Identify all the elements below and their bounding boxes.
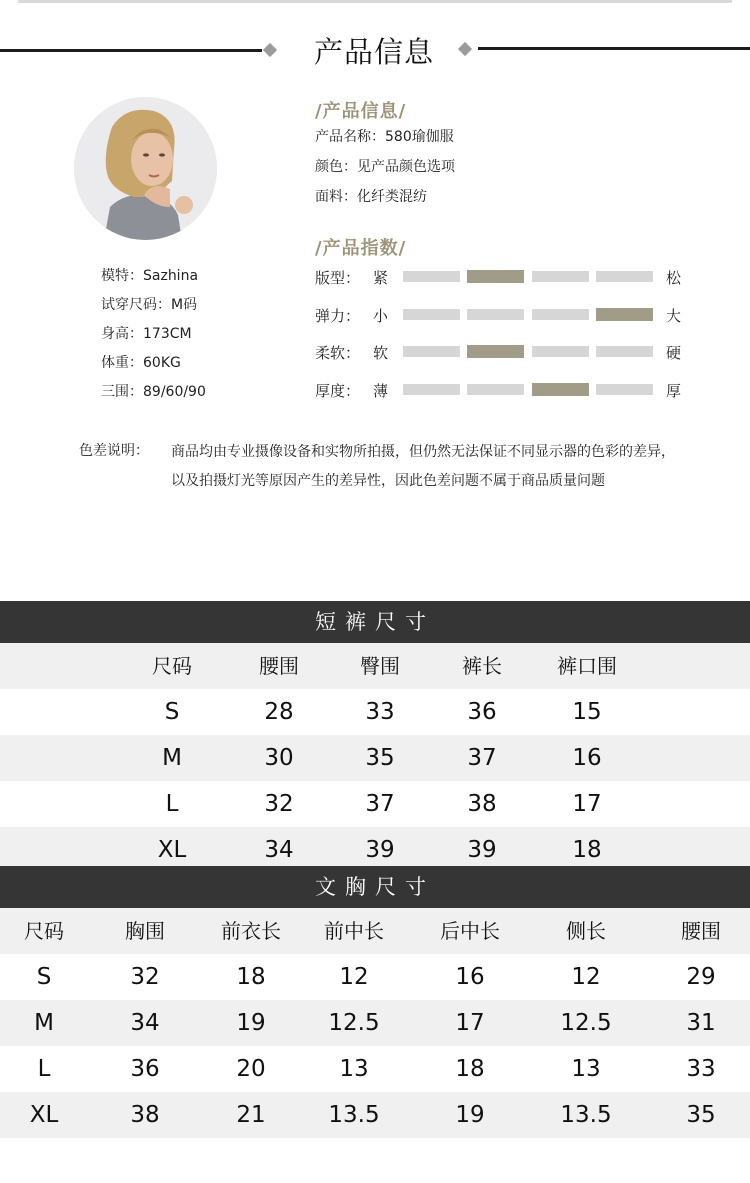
- table-header-cell: 前衣长: [221, 919, 281, 943]
- table-row: [0, 1000, 750, 1046]
- table-cell: 30: [264, 745, 294, 771]
- table-cell: 12: [571, 964, 601, 990]
- index-row: [315, 303, 695, 327]
- shorts-size-title: 短裤尺寸: [0, 601, 750, 643]
- table-cell: 13: [339, 1056, 369, 1082]
- index-level-segment: [532, 309, 589, 320]
- table-cell: 18: [455, 1056, 485, 1082]
- index-level-segment: [596, 271, 653, 282]
- index-max-label: 松: [666, 269, 682, 287]
- table-cell: 36: [467, 699, 497, 725]
- table-cell: M: [34, 1010, 54, 1036]
- table-row: [0, 735, 750, 781]
- product-info-subtitle: /产品信息/: [315, 101, 407, 122]
- table-cell: 12.5: [560, 1010, 612, 1036]
- table-header-cell: 裤口围: [557, 654, 617, 678]
- table-cell: 17: [572, 791, 602, 817]
- index-max-label: 厚: [666, 382, 682, 400]
- index-row: [315, 340, 695, 364]
- table-cell: 12.5: [328, 1010, 380, 1036]
- color-note-text: 商品均由专业摄像设备和实物所拍摄，但仍然无法保证不同显示器的色彩的差异，以及拍摄灯光等原因产生的差异性，因此色差问题不属于商品质量问题: [171, 444, 675, 489]
- table-cell: 18: [572, 837, 602, 863]
- table-cell: 34: [264, 837, 294, 863]
- table-cell: 34: [130, 1010, 160, 1036]
- table-header-row: [0, 908, 750, 954]
- table-row: [0, 954, 750, 1000]
- table-header-cell: 侧长: [566, 919, 606, 943]
- table-row: [0, 1092, 750, 1138]
- index-label: 版型：: [315, 269, 361, 287]
- heading-line-right: [478, 47, 750, 50]
- color-note-label: 色差说明：: [79, 443, 149, 459]
- table-header-row: [0, 643, 750, 689]
- table-header-cell: 尺码: [152, 654, 192, 678]
- index-row: [315, 265, 695, 289]
- index-level-segment: [532, 346, 589, 357]
- table-cell: 32: [264, 791, 294, 817]
- table-cell: S: [36, 964, 52, 990]
- index-level-segment: [403, 309, 460, 320]
- index-level-active: [532, 383, 589, 396]
- table-cell: 37: [467, 745, 497, 771]
- index-level-active: [596, 308, 653, 321]
- table-cell: 38: [130, 1102, 160, 1128]
- table-cell: 37: [365, 791, 395, 817]
- index-level-segment: [596, 384, 653, 395]
- heading-line-left: [0, 49, 262, 52]
- table-header-cell: 尺码: [24, 919, 64, 943]
- table-cell: 39: [467, 837, 497, 863]
- table-row: [0, 689, 750, 735]
- table-header-cell: 前中长: [324, 919, 384, 943]
- model-size: 试穿尺码：M码: [101, 297, 198, 313]
- table-header-cell: 腰围: [259, 654, 299, 678]
- table-cell: 28: [264, 699, 294, 725]
- product-index-subtitle: /产品指数/: [315, 238, 407, 259]
- table-cell: 17: [455, 1010, 485, 1036]
- table-cell: 20: [236, 1056, 266, 1082]
- model-measurements: 三围：89/60/90: [101, 384, 206, 400]
- table-cell: XL: [157, 837, 187, 863]
- table-cell: 16: [572, 745, 602, 771]
- table-cell: 32: [130, 964, 160, 990]
- index-max-label: 硬: [666, 344, 682, 362]
- model-height: 身高：173CM: [101, 326, 192, 342]
- table-header-cell: 腰围: [681, 919, 721, 943]
- table-cell: 38: [467, 791, 497, 817]
- top-divider: [18, 0, 732, 3]
- index-level-segment: [403, 346, 460, 357]
- table-cell: M: [162, 745, 182, 771]
- table-cell: 31: [686, 1010, 716, 1036]
- table-cell: 12: [339, 964, 369, 990]
- table-cell: 13.5: [560, 1102, 612, 1128]
- table-header-cell: 裤长: [462, 654, 502, 678]
- table-cell: 33: [686, 1056, 716, 1082]
- page-title: 产品信息: [313, 35, 434, 69]
- product-info: [315, 126, 455, 216]
- index-min-label: 软: [373, 344, 389, 362]
- index-level-segment: [596, 346, 653, 357]
- index-max-label: 大: [666, 307, 682, 325]
- index-level-active: [467, 345, 524, 358]
- index-min-label: 薄: [373, 382, 389, 400]
- index-row: [315, 378, 695, 402]
- table-cell: 21: [236, 1102, 266, 1128]
- table-row: [0, 1046, 750, 1092]
- index-level-segment: [532, 271, 589, 282]
- table-header-cell: 后中长: [440, 919, 500, 943]
- index-min-label: 小: [373, 307, 389, 325]
- model-name: 模特：Sazhina: [101, 268, 199, 284]
- table-header-cell: 臀围: [360, 654, 400, 678]
- table-cell: XL: [29, 1102, 59, 1128]
- model-info: [101, 265, 206, 410]
- table-cell: 15: [572, 699, 602, 725]
- table-cell: L: [37, 1056, 51, 1082]
- table-cell: 13: [571, 1056, 601, 1082]
- index-level-segment: [467, 309, 524, 320]
- table-cell: S: [164, 699, 180, 725]
- index-level-segment: [403, 384, 460, 395]
- table-cell: 39: [365, 837, 395, 863]
- table-cell: 35: [365, 745, 395, 771]
- table-cell: 33: [365, 699, 395, 725]
- table-cell: 35: [686, 1102, 716, 1128]
- table-cell: 29: [686, 964, 716, 990]
- table-cell: 19: [455, 1102, 485, 1128]
- index-level-segment: [403, 271, 460, 282]
- bra-size-title: 文胸尺寸: [0, 866, 750, 908]
- table-cell: 36: [130, 1056, 160, 1082]
- index-label: 柔软：: [315, 344, 361, 362]
- index-label: 厚度：: [315, 382, 361, 400]
- table-cell: 18: [236, 964, 266, 990]
- table-cell: 19: [236, 1010, 266, 1036]
- product-color: 颜色：见产品颜色选项: [315, 159, 455, 175]
- table-cell: 16: [455, 964, 485, 990]
- product-name: 产品名称：580瑜伽服: [315, 129, 454, 145]
- diamond-ornament-right: [458, 42, 472, 56]
- table-cell: 13.5: [328, 1102, 380, 1128]
- index-level-segment: [467, 384, 524, 395]
- table-row: [0, 781, 750, 827]
- index-label: 弹力：: [315, 307, 361, 325]
- table-cell: L: [165, 791, 179, 817]
- index-min-label: 紧: [373, 269, 389, 287]
- model-weight: 体重：60KG: [101, 355, 181, 371]
- diamond-ornament-left: [263, 43, 277, 57]
- index-level-active: [467, 270, 524, 283]
- table-header-cell: 胸围: [125, 919, 165, 943]
- product-fabric: 面料：化纤类混纺: [315, 189, 427, 205]
- model-photo: [74, 97, 217, 240]
